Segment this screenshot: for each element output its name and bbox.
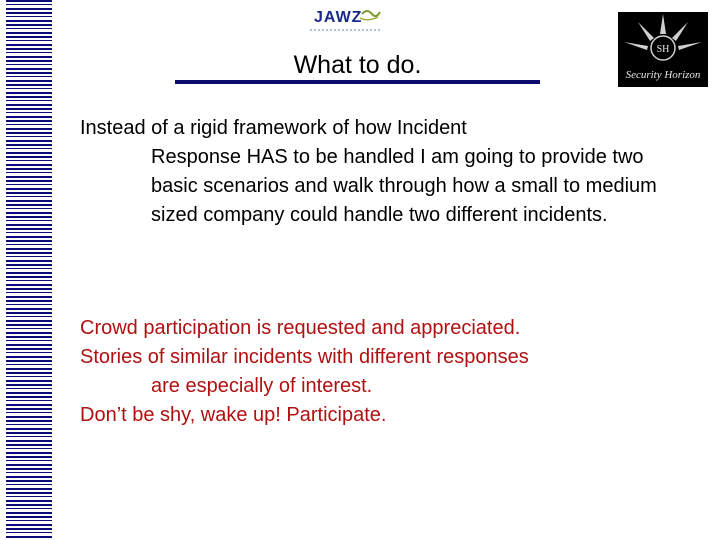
participation-line3: Don’t be shy, wake up! Participate.	[80, 404, 387, 426]
svg-text:Security Horizon: Security Horizon	[625, 69, 701, 81]
participation-line2: Stories of similar incidents with different responses	[80, 346, 529, 368]
paragraph-intro-line1: Instead of a rigid framework of how Incident	[80, 117, 467, 139]
title-underline	[175, 80, 540, 84]
left-stripe-decoration	[0, 0, 52, 540]
participation-line1: Crowd participation is requested and appreciated.	[80, 317, 521, 339]
svg-text:JAWZ: JAWZ	[314, 9, 363, 26]
slide-title: What to do.	[293, 51, 422, 79]
security-horizon-logo	[618, 12, 708, 87]
paragraph-intro	[80, 114, 670, 230]
svg-text:SH: SH	[656, 44, 670, 55]
jawz-logo	[300, 4, 390, 34]
participation-line2-cont: are especially of interest.	[151, 375, 373, 397]
paragraph-participation	[80, 314, 670, 430]
paragraph-intro-continuation: Response HAS to be handled I am going to provide two basic scenarios and walk through how a small to medium sized company could handle two different incidents.	[151, 146, 657, 226]
